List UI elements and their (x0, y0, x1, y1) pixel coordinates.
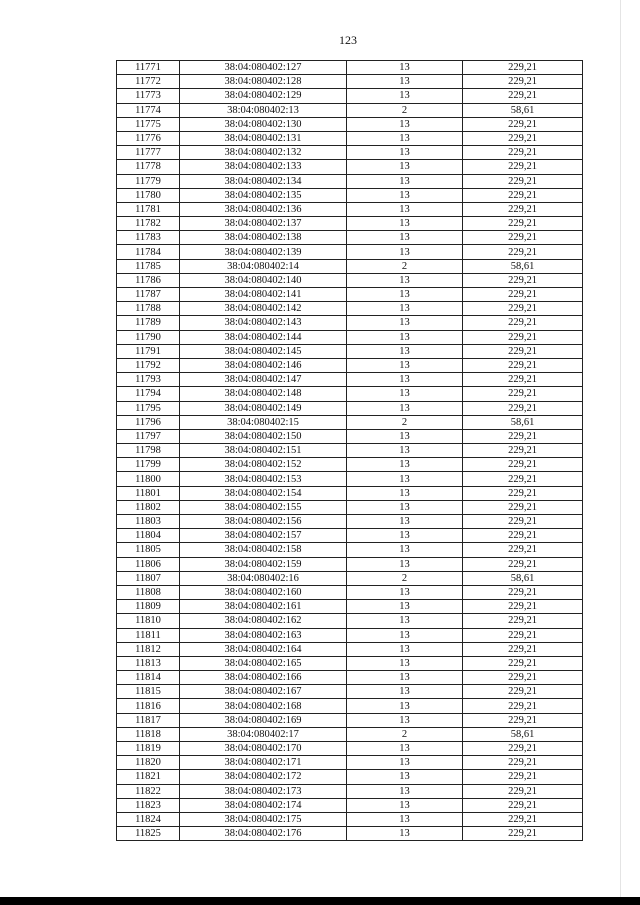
table-row (117, 614, 583, 628)
row-number-cell: 11810 (117, 614, 180, 628)
count-cell: 13 (347, 302, 463, 316)
count-cell: 13 (347, 273, 463, 287)
amount-cell: 229,21 (463, 231, 583, 245)
count-cell: 13 (347, 373, 463, 387)
count-cell: 13 (347, 429, 463, 443)
count-cell: 13 (347, 671, 463, 685)
row-number-cell: 11788 (117, 302, 180, 316)
count-cell: 2 (347, 415, 463, 429)
cadastral-number-cell: 38:04:080402:14 (180, 259, 347, 273)
count-cell: 13 (347, 202, 463, 216)
cadastral-number-cell: 38:04:080402:148 (180, 387, 347, 401)
row-number-cell: 11804 (117, 529, 180, 543)
amount-cell: 229,21 (463, 302, 583, 316)
cadastral-number-cell: 38:04:080402:170 (180, 742, 347, 756)
count-cell: 13 (347, 642, 463, 656)
amount-cell: 229,21 (463, 160, 583, 174)
table-row (117, 557, 583, 571)
amount-cell: 229,21 (463, 699, 583, 713)
amount-cell: 229,21 (463, 202, 583, 216)
amount-cell: 58,61 (463, 571, 583, 585)
cadastral-number-cell: 38:04:080402:174 (180, 798, 347, 812)
cadastral-number-cell: 38:04:080402:168 (180, 699, 347, 713)
table-row (117, 217, 583, 231)
row-number-cell: 11805 (117, 543, 180, 557)
cadastral-number-cell: 38:04:080402:129 (180, 89, 347, 103)
row-number-cell: 11817 (117, 713, 180, 727)
table-row (117, 642, 583, 656)
row-number-cell: 11797 (117, 429, 180, 443)
table-row (117, 358, 583, 372)
row-number-cell: 11815 (117, 685, 180, 699)
row-number-cell: 11783 (117, 231, 180, 245)
table-row (117, 288, 583, 302)
cadastral-number-cell: 38:04:080402:158 (180, 543, 347, 557)
cadastral-number-cell: 38:04:080402:167 (180, 685, 347, 699)
amount-cell: 229,21 (463, 827, 583, 841)
amount-cell: 229,21 (463, 458, 583, 472)
row-number-cell: 11812 (117, 642, 180, 656)
amount-cell: 229,21 (463, 713, 583, 727)
cadastral-number-cell: 38:04:080402:147 (180, 373, 347, 387)
table-row (117, 429, 583, 443)
table-row (117, 458, 583, 472)
amount-cell: 229,21 (463, 373, 583, 387)
cadastral-number-cell: 38:04:080402:156 (180, 515, 347, 529)
table-row (117, 188, 583, 202)
row-number-cell: 11779 (117, 174, 180, 188)
table-row (117, 131, 583, 145)
cadastral-number-cell: 38:04:080402:140 (180, 273, 347, 287)
table-row (117, 472, 583, 486)
cadastral-number-cell: 38:04:080402:151 (180, 444, 347, 458)
table-row (117, 259, 583, 273)
table-row (117, 373, 583, 387)
row-number-cell: 11811 (117, 628, 180, 642)
row-number-cell: 11801 (117, 486, 180, 500)
scan-artifact-line (620, 0, 621, 897)
row-number-cell: 11795 (117, 401, 180, 415)
amount-cell: 229,21 (463, 174, 583, 188)
amount-cell: 229,21 (463, 628, 583, 642)
amount-cell: 229,21 (463, 75, 583, 89)
table-row (117, 529, 583, 543)
row-number-cell: 11773 (117, 89, 180, 103)
cadastral-number-cell: 38:04:080402:143 (180, 316, 347, 330)
table-row (117, 699, 583, 713)
row-number-cell: 11806 (117, 557, 180, 571)
count-cell: 13 (347, 742, 463, 756)
count-cell: 13 (347, 812, 463, 826)
row-number-cell: 11802 (117, 500, 180, 514)
row-number-cell: 11822 (117, 784, 180, 798)
cadastral-number-cell: 38:04:080402:16 (180, 571, 347, 585)
amount-cell: 229,21 (463, 330, 583, 344)
cadastral-number-cell: 38:04:080402:160 (180, 585, 347, 599)
row-number-cell: 11787 (117, 288, 180, 302)
cadastral-number-cell: 38:04:080402:157 (180, 529, 347, 543)
table-row (117, 75, 583, 89)
amount-cell: 229,21 (463, 685, 583, 699)
count-cell: 13 (347, 770, 463, 784)
amount-cell: 229,21 (463, 486, 583, 500)
amount-cell: 229,21 (463, 671, 583, 685)
row-number-cell: 11809 (117, 600, 180, 614)
cadastral-number-cell: 38:04:080402:155 (180, 500, 347, 514)
count-cell: 13 (347, 713, 463, 727)
amount-cell: 229,21 (463, 742, 583, 756)
scan-bottom-edge (0, 897, 640, 905)
cadastral-number-cell: 38:04:080402:135 (180, 188, 347, 202)
amount-cell: 229,21 (463, 429, 583, 443)
amount-cell: 229,21 (463, 344, 583, 358)
count-cell: 13 (347, 756, 463, 770)
amount-cell: 229,21 (463, 656, 583, 670)
count-cell: 13 (347, 401, 463, 415)
table-row (117, 713, 583, 727)
count-cell: 13 (347, 585, 463, 599)
count-cell: 13 (347, 344, 463, 358)
cadastral-number-cell: 38:04:080402:133 (180, 160, 347, 174)
cadastral-number-cell: 38:04:080402:128 (180, 75, 347, 89)
amount-cell: 229,21 (463, 217, 583, 231)
count-cell: 2 (347, 259, 463, 273)
table-row (117, 685, 583, 699)
cadastral-number-cell: 38:04:080402:154 (180, 486, 347, 500)
amount-cell: 229,21 (463, 600, 583, 614)
cadastral-number-cell: 38:04:080402:130 (180, 117, 347, 131)
amount-cell: 229,21 (463, 529, 583, 543)
amount-cell: 229,21 (463, 784, 583, 798)
table-row (117, 515, 583, 529)
amount-cell: 58,61 (463, 415, 583, 429)
row-number-cell: 11821 (117, 770, 180, 784)
count-cell: 13 (347, 316, 463, 330)
amount-cell: 58,61 (463, 103, 583, 117)
row-number-cell: 11785 (117, 259, 180, 273)
cadastral-number-cell: 38:04:080402:139 (180, 245, 347, 259)
row-number-cell: 11786 (117, 273, 180, 287)
row-number-cell: 11808 (117, 585, 180, 599)
count-cell: 13 (347, 75, 463, 89)
amount-cell: 229,21 (463, 812, 583, 826)
amount-cell: 229,21 (463, 642, 583, 656)
amount-cell: 229,21 (463, 61, 583, 75)
cadastral-number-cell: 38:04:080402:127 (180, 61, 347, 75)
count-cell: 13 (347, 131, 463, 145)
count-cell: 13 (347, 358, 463, 372)
row-number-cell: 11807 (117, 571, 180, 585)
table-row (117, 827, 583, 841)
amount-cell: 58,61 (463, 259, 583, 273)
table-body (117, 61, 583, 841)
count-cell: 13 (347, 614, 463, 628)
count-cell: 13 (347, 231, 463, 245)
table-row (117, 316, 583, 330)
row-number-cell: 11776 (117, 131, 180, 145)
table-row (117, 231, 583, 245)
cadastral-number-cell: 38:04:080402:146 (180, 358, 347, 372)
amount-cell: 229,21 (463, 89, 583, 103)
table-row (117, 160, 583, 174)
amount-cell: 229,21 (463, 245, 583, 259)
row-number-cell: 11782 (117, 217, 180, 231)
row-number-cell: 11781 (117, 202, 180, 216)
row-number-cell: 11789 (117, 316, 180, 330)
cadastral-number-cell: 38:04:080402:165 (180, 656, 347, 670)
cadastral-number-cell: 38:04:080402:136 (180, 202, 347, 216)
count-cell: 2 (347, 727, 463, 741)
table-row (117, 600, 583, 614)
table-row (117, 543, 583, 557)
table-row (117, 387, 583, 401)
table-row (117, 273, 583, 287)
count-cell: 2 (347, 571, 463, 585)
row-number-cell: 11823 (117, 798, 180, 812)
cadastral-number-cell: 38:04:080402:150 (180, 429, 347, 443)
amount-cell: 229,21 (463, 515, 583, 529)
count-cell: 13 (347, 61, 463, 75)
count-cell: 13 (347, 500, 463, 514)
count-cell: 13 (347, 628, 463, 642)
row-number-cell: 11777 (117, 146, 180, 160)
row-number-cell: 11816 (117, 699, 180, 713)
amount-cell: 229,21 (463, 273, 583, 287)
cadastral-number-cell: 38:04:080402:144 (180, 330, 347, 344)
row-number-cell: 11819 (117, 742, 180, 756)
row-number-cell: 11775 (117, 117, 180, 131)
cadastral-number-cell: 38:04:080402:159 (180, 557, 347, 571)
cadastral-number-cell: 38:04:080402:138 (180, 231, 347, 245)
row-number-cell: 11813 (117, 656, 180, 670)
row-number-cell: 11818 (117, 727, 180, 741)
row-number-cell: 11820 (117, 756, 180, 770)
amount-cell: 229,21 (463, 472, 583, 486)
row-number-cell: 11790 (117, 330, 180, 344)
table-row (117, 671, 583, 685)
count-cell: 13 (347, 699, 463, 713)
row-number-cell: 11780 (117, 188, 180, 202)
table-row (117, 302, 583, 316)
table-row (117, 784, 583, 798)
count-cell: 13 (347, 217, 463, 231)
cadastral-number-cell: 38:04:080402:171 (180, 756, 347, 770)
count-cell: 13 (347, 330, 463, 344)
count-cell: 13 (347, 160, 463, 174)
count-cell: 13 (347, 174, 463, 188)
row-number-cell: 11798 (117, 444, 180, 458)
amount-cell: 229,21 (463, 543, 583, 557)
row-number-cell: 11796 (117, 415, 180, 429)
cadastral-number-cell: 38:04:080402:145 (180, 344, 347, 358)
count-cell: 13 (347, 188, 463, 202)
row-number-cell: 11792 (117, 358, 180, 372)
count-cell: 13 (347, 685, 463, 699)
cadastral-number-cell: 38:04:080402:13 (180, 103, 347, 117)
table-row (117, 245, 583, 259)
count-cell: 13 (347, 288, 463, 302)
count-cell: 13 (347, 600, 463, 614)
cadastral-number-cell: 38:04:080402:176 (180, 827, 347, 841)
amount-cell: 229,21 (463, 401, 583, 415)
row-number-cell: 11794 (117, 387, 180, 401)
row-number-cell: 11814 (117, 671, 180, 685)
count-cell: 13 (347, 387, 463, 401)
cadastral-number-cell: 38:04:080402:153 (180, 472, 347, 486)
table-row (117, 500, 583, 514)
count-cell: 13 (347, 656, 463, 670)
row-number-cell: 11778 (117, 160, 180, 174)
table-row (117, 585, 583, 599)
table-row (117, 401, 583, 415)
count-cell: 13 (347, 458, 463, 472)
cadastral-number-cell: 38:04:080402:142 (180, 302, 347, 316)
row-number-cell: 11825 (117, 827, 180, 841)
cadastral-number-cell: 38:04:080402:134 (180, 174, 347, 188)
amount-cell: 229,21 (463, 557, 583, 571)
cadastral-number-cell: 38:04:080402:131 (180, 131, 347, 145)
row-number-cell: 11772 (117, 75, 180, 89)
amount-cell: 229,21 (463, 358, 583, 372)
cadastral-number-cell: 38:04:080402:175 (180, 812, 347, 826)
cadastral-number-cell: 38:04:080402:166 (180, 671, 347, 685)
table-row (117, 628, 583, 642)
table-row (117, 571, 583, 585)
amount-cell: 229,21 (463, 798, 583, 812)
cadastral-number-cell: 38:04:080402:162 (180, 614, 347, 628)
table-row (117, 344, 583, 358)
row-number-cell: 11800 (117, 472, 180, 486)
cadastral-number-cell: 38:04:080402:164 (180, 642, 347, 656)
row-number-cell: 11774 (117, 103, 180, 117)
count-cell: 13 (347, 486, 463, 500)
count-cell: 13 (347, 444, 463, 458)
amount-cell: 229,21 (463, 117, 583, 131)
amount-cell: 229,21 (463, 770, 583, 784)
amount-cell: 229,21 (463, 387, 583, 401)
cadastral-number-cell: 38:04:080402:172 (180, 770, 347, 784)
table-row (117, 61, 583, 75)
amount-cell: 229,21 (463, 614, 583, 628)
count-cell: 13 (347, 89, 463, 103)
count-cell: 13 (347, 472, 463, 486)
cadastral-number-cell: 38:04:080402:137 (180, 217, 347, 231)
cadastral-number-cell: 38:04:080402:173 (180, 784, 347, 798)
amount-cell: 229,21 (463, 316, 583, 330)
count-cell: 13 (347, 146, 463, 160)
amount-cell: 229,21 (463, 756, 583, 770)
table-row (117, 146, 583, 160)
count-cell: 13 (347, 515, 463, 529)
row-number-cell: 11791 (117, 344, 180, 358)
amount-cell: 229,21 (463, 500, 583, 514)
cadastral-number-cell: 38:04:080402:169 (180, 713, 347, 727)
table-row (117, 756, 583, 770)
table-row (117, 742, 583, 756)
amount-cell: 229,21 (463, 131, 583, 145)
table-row (117, 103, 583, 117)
count-cell: 2 (347, 103, 463, 117)
row-number-cell: 11824 (117, 812, 180, 826)
amount-cell: 229,21 (463, 585, 583, 599)
row-number-cell: 11793 (117, 373, 180, 387)
cadastral-number-cell: 38:04:080402:17 (180, 727, 347, 741)
table-row (117, 89, 583, 103)
count-cell: 13 (347, 827, 463, 841)
cadastral-number-cell: 38:04:080402:163 (180, 628, 347, 642)
count-cell: 13 (347, 557, 463, 571)
table-row (117, 727, 583, 741)
count-cell: 13 (347, 529, 463, 543)
table-row (117, 798, 583, 812)
row-number-cell: 11803 (117, 515, 180, 529)
page-number: 123 (339, 33, 357, 47)
table-row (117, 174, 583, 188)
data-table (116, 60, 583, 841)
count-cell: 13 (347, 245, 463, 259)
count-cell: 13 (347, 784, 463, 798)
amount-cell: 229,21 (463, 188, 583, 202)
table-row (117, 330, 583, 344)
table-row (117, 812, 583, 826)
count-cell: 13 (347, 543, 463, 557)
row-number-cell: 11784 (117, 245, 180, 259)
amount-cell: 229,21 (463, 444, 583, 458)
cadastral-number-cell: 38:04:080402:15 (180, 415, 347, 429)
cadastral-number-cell: 38:04:080402:149 (180, 401, 347, 415)
count-cell: 13 (347, 117, 463, 131)
amount-cell: 58,61 (463, 727, 583, 741)
cadastral-number-cell: 38:04:080402:141 (180, 288, 347, 302)
cadastral-number-cell: 38:04:080402:152 (180, 458, 347, 472)
row-number-cell: 11799 (117, 458, 180, 472)
amount-cell: 229,21 (463, 146, 583, 160)
table-row (117, 444, 583, 458)
table-row (117, 415, 583, 429)
table-row (117, 656, 583, 670)
cadastral-number-cell: 38:04:080402:132 (180, 146, 347, 160)
count-cell: 13 (347, 798, 463, 812)
cadastral-number-cell: 38:04:080402:161 (180, 600, 347, 614)
row-number-cell: 11771 (117, 61, 180, 75)
table-row (117, 202, 583, 216)
table-row (117, 770, 583, 784)
amount-cell: 229,21 (463, 288, 583, 302)
table-row (117, 486, 583, 500)
table-row (117, 117, 583, 131)
